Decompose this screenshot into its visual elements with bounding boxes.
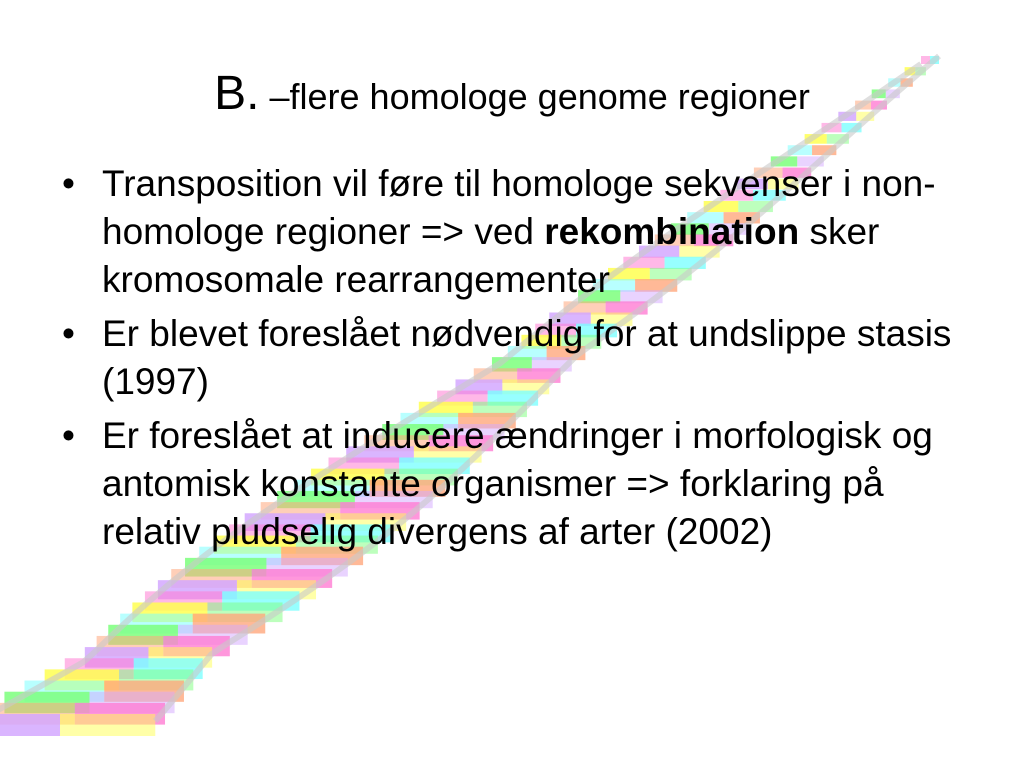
bullet-text-1-bold: rekombination xyxy=(544,211,800,252)
title-letter: B. xyxy=(214,67,260,120)
bullet-text-1a: Transposition vil føre til homologe sekvenser i non-homologe regioner => ved xyxy=(102,163,936,252)
slide-title xyxy=(0,66,1024,121)
bullet-marker: • xyxy=(62,163,75,204)
bullet-marker: • xyxy=(62,415,75,456)
bullet-list xyxy=(60,160,960,562)
dna-rung xyxy=(0,714,60,736)
dna-rung xyxy=(60,714,155,736)
bullet-item xyxy=(60,310,960,406)
bullet-item xyxy=(60,412,960,556)
bullet-marker: • xyxy=(62,313,75,354)
bullet-text-2: Er blevet foreslået nødvendig for at undslippe stasis (1997) xyxy=(102,313,952,402)
bullet-text-1b: sker kromosomale rearrangementer xyxy=(102,211,880,300)
title-text: –flere homologe genome regioner xyxy=(269,76,810,117)
bullet-item xyxy=(60,160,960,304)
bullet-text-3: Er foreslået at inducere ændringer i morfologisk og antomisk konstante organismer => forklaring på relativ pludselig divergens af arter (2002) xyxy=(102,415,933,552)
